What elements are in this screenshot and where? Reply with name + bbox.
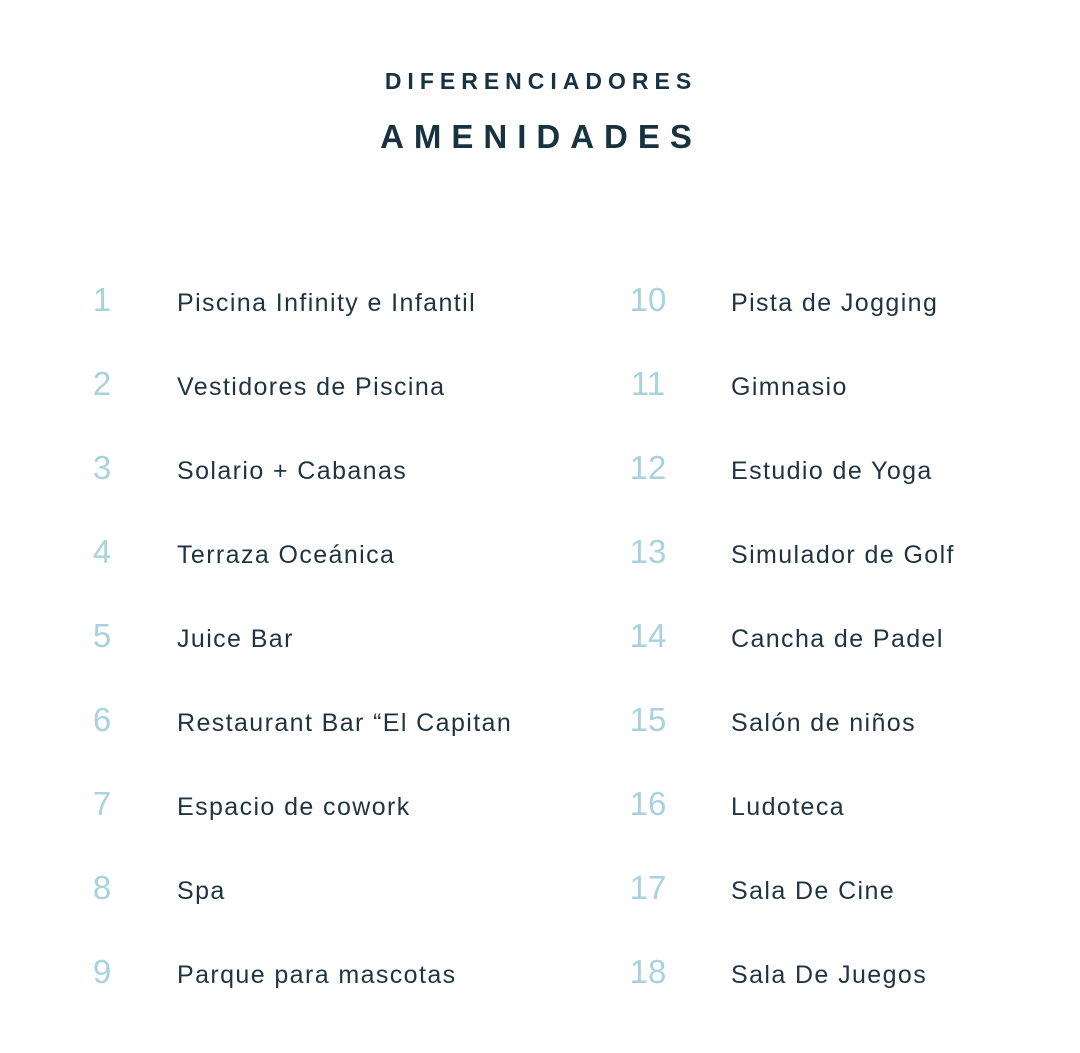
list-item bbox=[0, 342, 560, 426]
list-item bbox=[540, 342, 1080, 426]
page-title: AMENIDADES bbox=[380, 118, 702, 155]
item-number: 16 bbox=[629, 785, 667, 822]
item-label: Simulador de Golf bbox=[731, 541, 955, 569]
section-eyebrow: DIFERENCIADORES bbox=[384, 68, 698, 94]
list-item bbox=[540, 510, 1080, 594]
list-item bbox=[0, 678, 560, 762]
item-number: 15 bbox=[629, 701, 667, 738]
item-number: 5 bbox=[92, 617, 112, 654]
item-number: 8 bbox=[92, 869, 112, 906]
item-label: Cancha de Padel bbox=[731, 625, 944, 653]
list-item bbox=[540, 930, 1080, 1014]
list-item bbox=[0, 846, 560, 930]
item-number: 11 bbox=[630, 365, 666, 402]
list-item bbox=[540, 678, 1080, 762]
item-number: 10 bbox=[629, 281, 667, 318]
item-number: 14 bbox=[629, 617, 667, 654]
list-item bbox=[540, 762, 1080, 846]
item-label: Ludoteca bbox=[731, 793, 846, 821]
amenities-list-left bbox=[0, 258, 560, 1014]
list-item bbox=[540, 594, 1080, 678]
item-label: Solario + Cabanas bbox=[177, 457, 408, 485]
item-number: 17 bbox=[629, 869, 667, 906]
item-number: 1 bbox=[92, 281, 112, 318]
list-item bbox=[540, 426, 1080, 510]
item-label: Gimnasio bbox=[731, 373, 848, 401]
item-number: 7 bbox=[92, 785, 112, 822]
list-item bbox=[0, 762, 560, 846]
list-item bbox=[540, 846, 1080, 930]
item-label: Sala De Juegos bbox=[731, 961, 928, 989]
item-label: Restaurant Bar “El Capitan bbox=[177, 709, 513, 737]
list-item bbox=[0, 510, 560, 594]
item-number: 13 bbox=[629, 533, 667, 570]
item-number: 12 bbox=[629, 449, 667, 486]
list-item bbox=[0, 594, 560, 678]
list-item bbox=[0, 258, 560, 342]
item-number: 6 bbox=[92, 701, 112, 738]
item-label: Estudio de Yoga bbox=[731, 457, 933, 485]
item-label: Piscina Infinity e Infantil bbox=[177, 289, 477, 317]
item-number: 18 bbox=[629, 953, 667, 990]
item-label: Pista de Jogging bbox=[731, 289, 939, 317]
item-number: 9 bbox=[92, 953, 112, 990]
item-label: Parque para mascotas bbox=[177, 961, 457, 989]
item-number: 2 bbox=[92, 365, 112, 402]
item-number: 4 bbox=[92, 533, 112, 570]
list-item bbox=[0, 426, 560, 510]
item-label: Terraza Oceánica bbox=[177, 541, 396, 569]
item-label: Sala De Cine bbox=[731, 877, 896, 905]
item-label: Espacio de cowork bbox=[177, 793, 411, 821]
list-item bbox=[0, 930, 560, 1014]
item-label: Vestidores de Piscina bbox=[177, 373, 446, 401]
list-item bbox=[540, 258, 1080, 342]
item-label: Salón de niños bbox=[731, 709, 917, 737]
amenities-list-right bbox=[540, 258, 1080, 1014]
item-label: Juice Bar bbox=[177, 625, 294, 653]
item-number: 3 bbox=[92, 449, 112, 486]
item-label: Spa bbox=[177, 877, 226, 905]
